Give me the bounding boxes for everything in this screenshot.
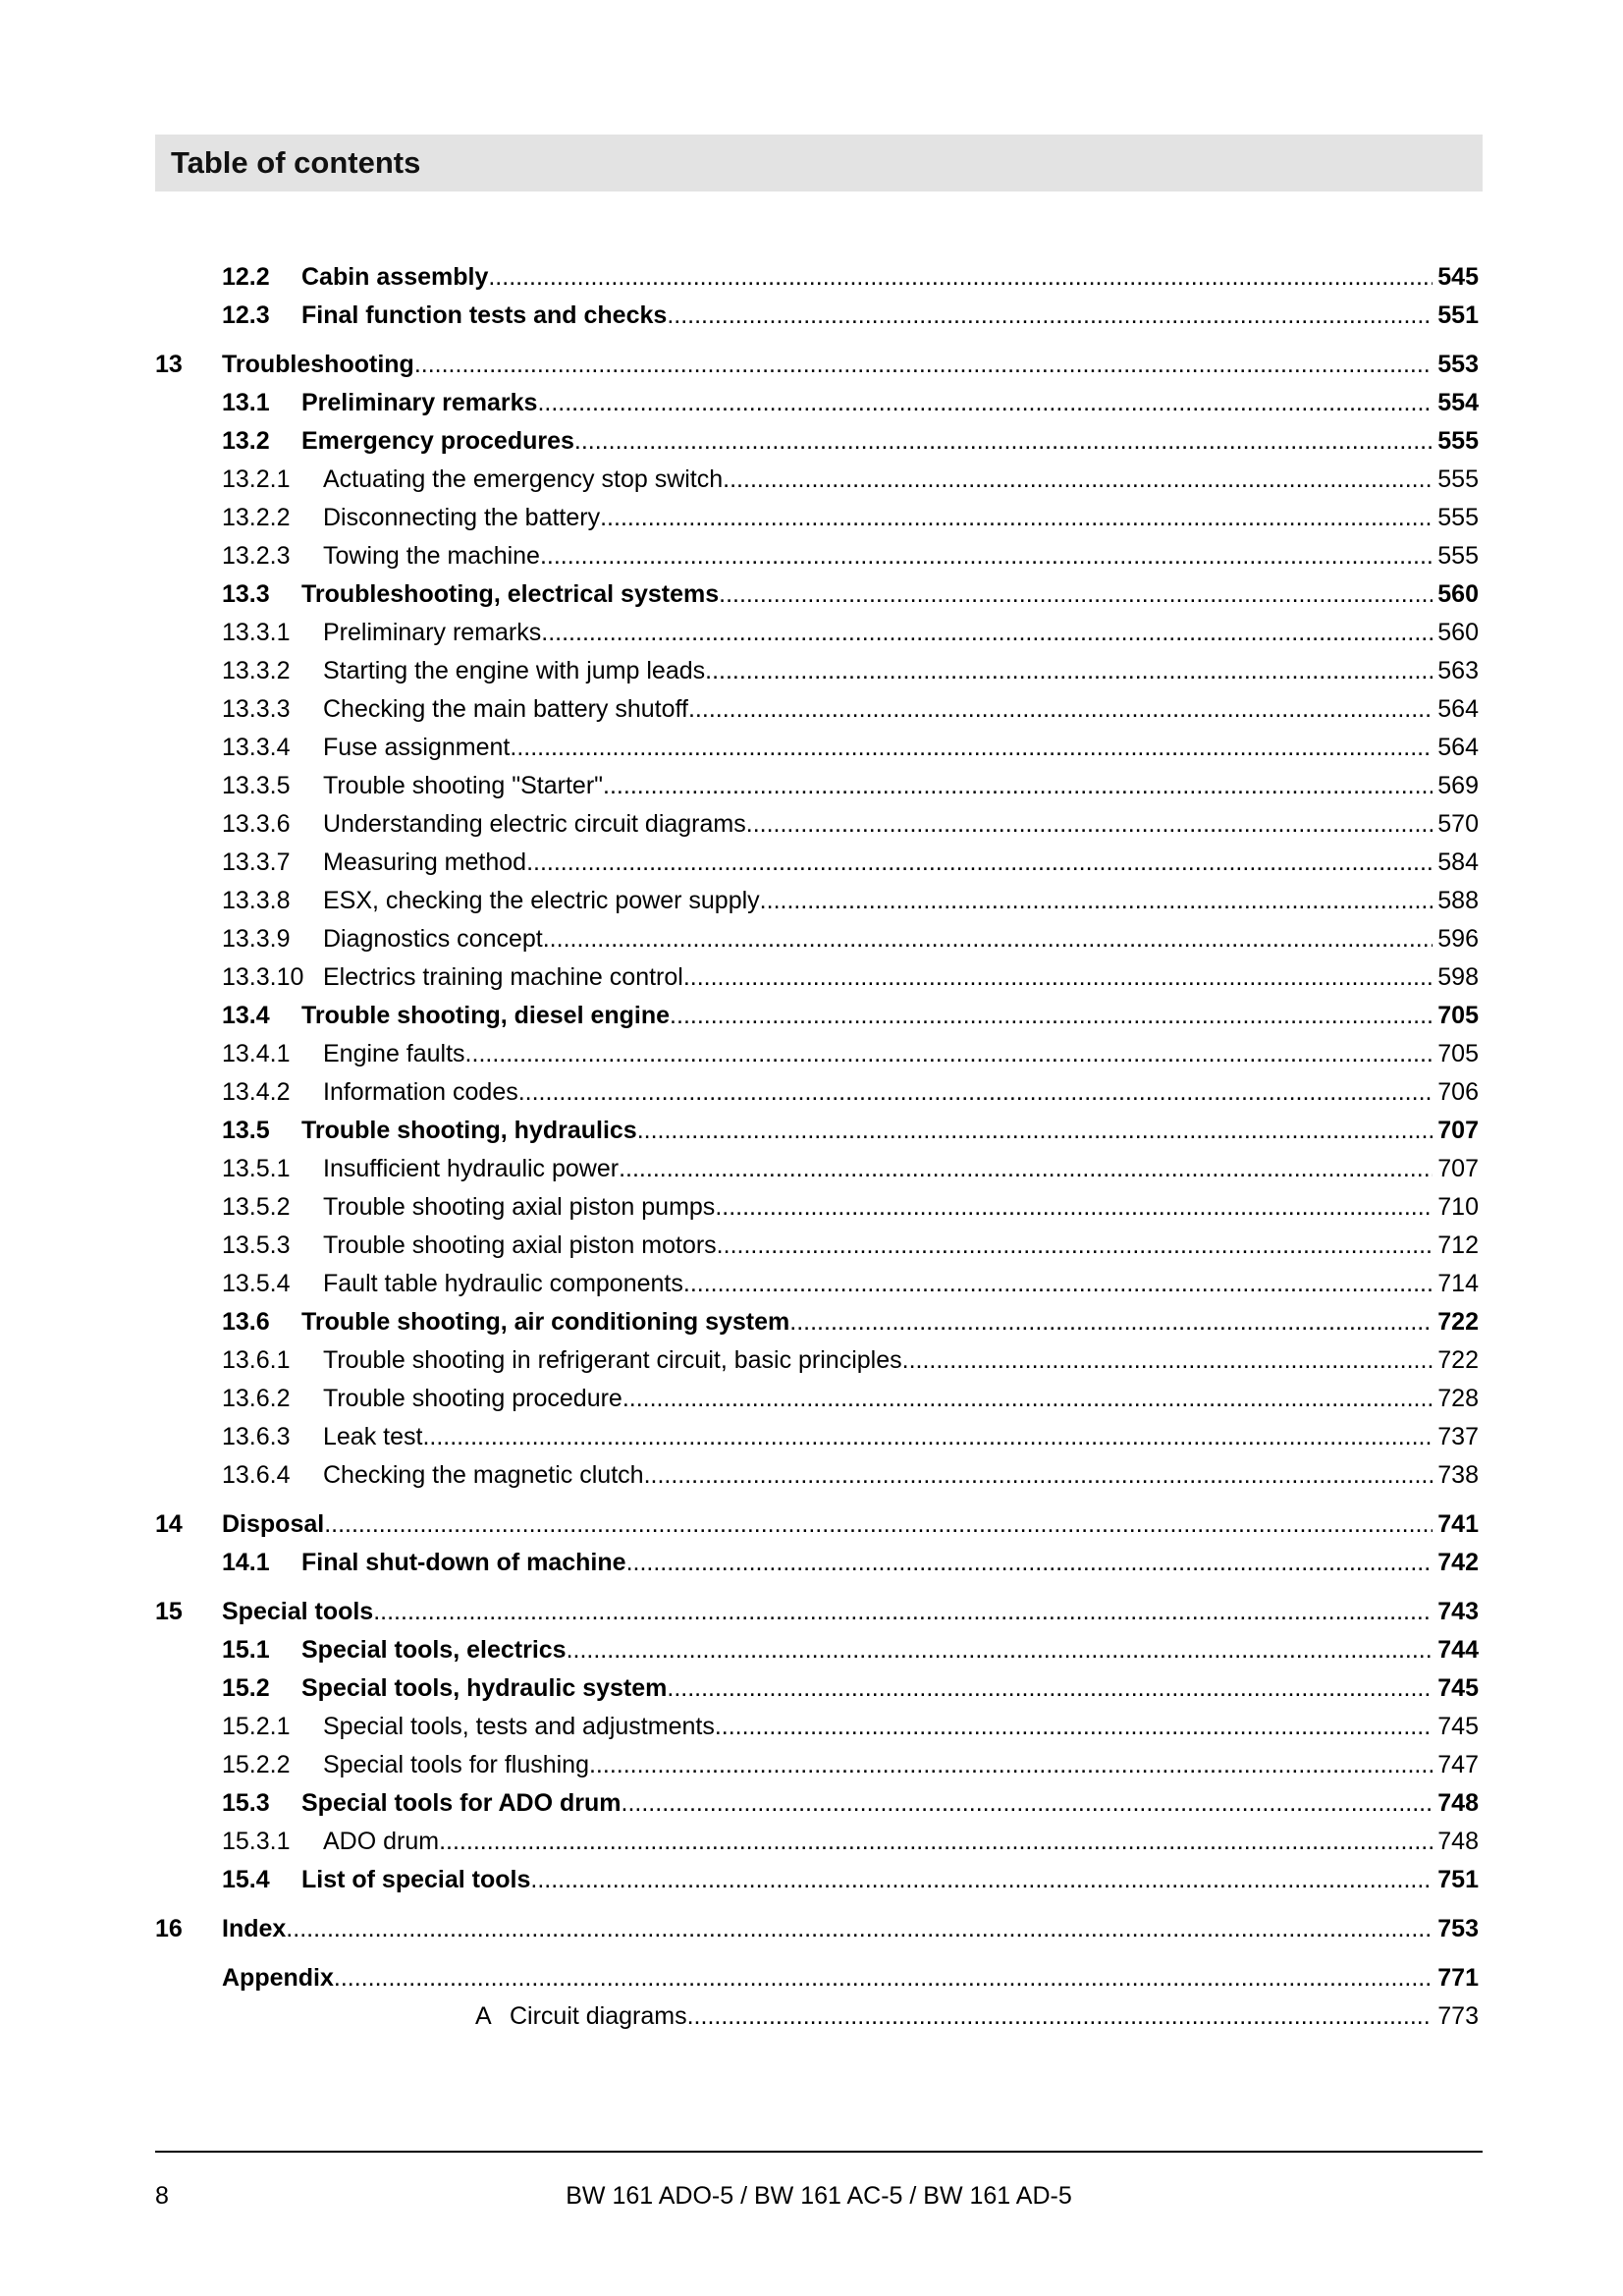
- toc-entry: [0, 1746, 1623, 1784]
- entry-page-number: 596: [1437, 925, 1479, 953]
- entry-page-number: 707: [1437, 1155, 1479, 1182]
- entry-page-number: 773: [1437, 2002, 1479, 2030]
- entry-dot-leader: [600, 499, 1433, 537]
- entry-page-number: 771: [1437, 1964, 1479, 1992]
- entry-number: 13.3.1: [222, 619, 291, 646]
- entry-dot-leader: [644, 1456, 1434, 1495]
- toc-entry: [0, 1265, 1623, 1303]
- toc-entry: [0, 614, 1623, 652]
- toc-entry: [0, 767, 1623, 805]
- entry-title: Cabin assembly: [301, 263, 489, 291]
- entry-title: Index: [222, 1915, 287, 1942]
- entry-page-number: 712: [1437, 1231, 1479, 1259]
- entry-number: 13.3.9: [222, 925, 291, 953]
- entry-title: Final shut-down of machine: [301, 1549, 626, 1576]
- entry-number: 15.2.1: [222, 1713, 291, 1740]
- entry-page-number: 737: [1437, 1423, 1479, 1450]
- entry-page-number: 705: [1437, 1002, 1479, 1029]
- entry-title: Information codes: [323, 1078, 518, 1106]
- entry-number: 15.4: [222, 1866, 270, 1893]
- entry-number: 13.4.2: [222, 1078, 291, 1106]
- entry-number: 13: [155, 351, 183, 378]
- entry-number: 13.3.6: [222, 810, 291, 838]
- entry-dot-leader: [719, 575, 1433, 614]
- entry-title: Trouble shooting axial piston pumps: [323, 1193, 716, 1221]
- entry-dot-leader: [373, 1593, 1433, 1631]
- entry-dot-leader: [688, 690, 1433, 729]
- entry-title: Engine faults: [323, 1040, 465, 1067]
- entry-dot-leader: [902, 1341, 1434, 1380]
- entry-dot-leader: [715, 1708, 1433, 1746]
- entry-title: Appendix: [222, 1964, 334, 1992]
- toc-entry: [0, 1303, 1623, 1341]
- entry-number: 13.4.1: [222, 1040, 291, 1067]
- entry-title: Special tools for ADO drum: [301, 1789, 622, 1817]
- toc-entry: [0, 1997, 1623, 2036]
- entry-title: Special tools, electrics: [301, 1636, 567, 1664]
- entry-title: Insufficient hydraulic power: [323, 1155, 620, 1182]
- entry-number: 13.5.4: [222, 1270, 291, 1297]
- entry-page-number: 728: [1437, 1385, 1479, 1412]
- entry-number: 13.2: [222, 427, 270, 455]
- entry-dot-leader: [637, 1112, 1434, 1150]
- entry-page-number: 545: [1437, 263, 1479, 291]
- entry-dot-leader: [537, 384, 1433, 422]
- footer-doc-title: BW 161 ADO-5 / BW 161 AC-5 / BW 161 AD-5: [566, 2182, 1072, 2210]
- entry-number: 14.1: [222, 1549, 270, 1576]
- entry-number: 12.2: [222, 263, 270, 291]
- entry-number: 13.3.10: [222, 963, 304, 991]
- entry-page-number: 569: [1437, 772, 1479, 799]
- toc-entry: [0, 690, 1623, 729]
- entry-title: Checking the main battery shutoff: [323, 695, 688, 723]
- entry-number: 13.5: [222, 1117, 270, 1144]
- entry-number: 15.3: [222, 1789, 270, 1817]
- toc-entry: [0, 729, 1623, 767]
- entry-number: 13.6: [222, 1308, 270, 1336]
- entry-number: 16: [155, 1915, 183, 1942]
- toc-list: [0, 258, 1623, 2036]
- entry-page-number: 555: [1437, 427, 1479, 455]
- entry-title: Preliminary remarks: [323, 619, 542, 646]
- entry-dot-leader: [541, 614, 1433, 652]
- entry-page-number: 560: [1437, 619, 1479, 646]
- entry-title: Measuring method: [323, 848, 527, 876]
- entry-page-number: 722: [1437, 1308, 1479, 1336]
- entry-title: Special tools, hydraulic system: [301, 1674, 668, 1702]
- entry-page-number: 744: [1437, 1636, 1479, 1664]
- entry-title: Circuit diagrams: [510, 2002, 687, 2030]
- page-title: Table of contents: [171, 145, 421, 180]
- entry-dot-leader: [626, 1544, 1434, 1582]
- entry-dot-leader: [603, 767, 1433, 805]
- entry-title: ADO drum: [323, 1828, 440, 1855]
- entry-title: Understanding electric circuit diagrams: [323, 810, 746, 838]
- entry-page-number: 560: [1437, 580, 1479, 608]
- toc-entry: [0, 1708, 1623, 1746]
- entry-title: Emergency procedures: [301, 427, 574, 455]
- entry-number: 13.3.4: [222, 734, 291, 761]
- entry-number: 15.2: [222, 1674, 270, 1702]
- entry-dot-leader: [465, 1035, 1434, 1073]
- entry-dot-leader: [622, 1380, 1433, 1418]
- entry-title: Trouble shooting "Starter": [323, 772, 604, 799]
- entry-number: 12.3: [222, 301, 270, 329]
- entry-page-number: 705: [1437, 1040, 1479, 1067]
- entry-page-number: 551: [1437, 301, 1479, 329]
- toc-entry: [0, 537, 1623, 575]
- entry-page-number: 745: [1437, 1674, 1479, 1702]
- entry-title: Trouble shooting, air conditioning system: [301, 1308, 790, 1336]
- entry-dot-leader: [567, 1631, 1434, 1669]
- toc-entry: [0, 1505, 1623, 1544]
- entry-page-number: 564: [1437, 734, 1479, 761]
- entry-number: 13.1: [222, 389, 270, 416]
- footer-page-number: 8: [155, 2182, 169, 2210]
- entry-number: 13.3: [222, 580, 270, 608]
- entry-page-number: 588: [1437, 887, 1479, 914]
- toc-entry: [0, 1418, 1623, 1456]
- entry-title: Leak test: [323, 1423, 423, 1450]
- entry-number: 15: [155, 1598, 183, 1625]
- entry-dot-leader: [526, 844, 1433, 882]
- entry-dot-leader: [518, 1073, 1434, 1112]
- entry-title: Disposal: [222, 1510, 325, 1538]
- entry-dot-leader: [619, 1150, 1433, 1188]
- entry-title: Trouble shooting axial piston motors: [323, 1231, 717, 1259]
- entry-title: Troubleshooting: [222, 351, 414, 378]
- entry-dot-leader: [488, 258, 1433, 297]
- entry-number: A: [475, 2002, 492, 2030]
- entry-number: 13.6.2: [222, 1385, 291, 1412]
- entry-dot-leader: [683, 1265, 1433, 1303]
- toc-entry: [0, 805, 1623, 844]
- toc-entry: [0, 1861, 1623, 1899]
- toc-entry: [0, 499, 1623, 537]
- entry-number: 13.5.2: [222, 1193, 291, 1221]
- entry-number: 13.3.2: [222, 657, 291, 684]
- toc-entry: [0, 652, 1623, 690]
- toc-entry: [0, 1669, 1623, 1708]
- entry-number: 13.6.3: [222, 1423, 291, 1450]
- entry-page-number: 584: [1437, 848, 1479, 876]
- toc-header-bar: [155, 135, 1483, 191]
- entry-dot-leader: [723, 461, 1433, 499]
- entry-dot-leader: [439, 1823, 1433, 1861]
- entry-number: 13.2.1: [222, 465, 291, 493]
- entry-page-number: 555: [1437, 542, 1479, 570]
- toc-entry: [0, 1910, 1623, 1948]
- toc-entry: [0, 1035, 1623, 1073]
- entry-number: 13.3.7: [222, 848, 291, 876]
- entry-title: Troubleshooting, electrical systems: [301, 580, 720, 608]
- entry-page-number: 564: [1437, 695, 1479, 723]
- toc-entry: [0, 575, 1623, 614]
- entry-dot-leader: [334, 1959, 1433, 1997]
- entry-page-number: 743: [1437, 1598, 1479, 1625]
- toc-entry: [0, 1150, 1623, 1188]
- entry-title: Checking the magnetic clutch: [323, 1461, 644, 1489]
- entry-title: List of special tools: [301, 1866, 531, 1893]
- entry-number: 13.3.5: [222, 772, 291, 799]
- entry-dot-leader: [589, 1746, 1433, 1784]
- entry-page-number: 753: [1437, 1915, 1479, 1942]
- toc-entry: [0, 920, 1623, 958]
- entry-page-number: 710: [1437, 1193, 1479, 1221]
- entry-title: Trouble shooting procedure: [323, 1385, 622, 1412]
- entry-page-number: 707: [1437, 1117, 1479, 1144]
- entry-dot-leader: [667, 297, 1433, 335]
- toc-entry: [0, 461, 1623, 499]
- entry-page-number: 751: [1437, 1866, 1479, 1893]
- toc-entry: [0, 1227, 1623, 1265]
- entry-number: 15.2.2: [222, 1751, 291, 1778]
- entry-number: 14: [155, 1510, 183, 1538]
- entry-title: Trouble shooting, diesel engine: [301, 1002, 671, 1029]
- entry-title: Fault table hydraulic components: [323, 1270, 683, 1297]
- entry-title: Special tools: [222, 1598, 374, 1625]
- entry-number: 13.6.1: [222, 1346, 291, 1374]
- toc-entry: [0, 1073, 1623, 1112]
- entry-page-number: 745: [1437, 1713, 1479, 1740]
- entry-page-number: 738: [1437, 1461, 1479, 1489]
- entry-dot-leader: [717, 1227, 1434, 1265]
- entry-dot-leader: [622, 1784, 1434, 1823]
- entry-dot-leader: [683, 958, 1433, 997]
- entry-page-number: 748: [1437, 1789, 1479, 1817]
- toc-entry: [0, 297, 1623, 335]
- entry-page-number: 570: [1437, 810, 1479, 838]
- entry-title: Final function tests and checks: [301, 301, 668, 329]
- entry-page-number: 722: [1437, 1346, 1479, 1374]
- entry-page-number: 741: [1437, 1510, 1479, 1538]
- entry-title: Disconnecting the battery: [323, 504, 601, 531]
- entry-title: Fuse assignment: [323, 734, 511, 761]
- entry-title: Towing the machine: [323, 542, 540, 570]
- entry-dot-leader: [746, 805, 1434, 844]
- entry-title: Electrics training machine control: [323, 963, 683, 991]
- toc-entry: [0, 1823, 1623, 1861]
- toc-entry: [0, 1341, 1623, 1380]
- entry-page-number: 706: [1437, 1078, 1479, 1106]
- entry-number: 13.3.3: [222, 695, 291, 723]
- toc-entry: [0, 346, 1623, 384]
- entry-title: Diagnostics concept: [323, 925, 543, 953]
- toc-entry: [0, 882, 1623, 920]
- entry-dot-leader: [543, 920, 1434, 958]
- footer: [155, 2176, 1483, 2215]
- entry-number: 15.1: [222, 1636, 270, 1664]
- entry-dot-leader: [414, 346, 1433, 384]
- toc-entry: [0, 997, 1623, 1035]
- entry-page-number: 555: [1437, 465, 1479, 493]
- toc-entry: [0, 1784, 1623, 1823]
- entry-page-number: 555: [1437, 504, 1479, 531]
- entry-dot-leader: [687, 1997, 1434, 2036]
- entry-page-number: 714: [1437, 1270, 1479, 1297]
- toc-entry: [0, 422, 1623, 461]
- entry-page-number: 747: [1437, 1751, 1479, 1778]
- entry-title: Actuating the emergency stop switch: [323, 465, 724, 493]
- toc-entry: [0, 958, 1623, 997]
- entry-dot-leader: [667, 1669, 1433, 1708]
- entry-dot-leader: [422, 1418, 1433, 1456]
- entry-number: 15.3.1: [222, 1828, 291, 1855]
- entry-dot-leader: [286, 1910, 1433, 1948]
- entry-number: 13.5.3: [222, 1231, 291, 1259]
- entry-page-number: 598: [1437, 963, 1479, 991]
- toc-entry: [0, 1544, 1623, 1582]
- entry-page-number: 742: [1437, 1549, 1479, 1576]
- entry-number: 13.5.1: [222, 1155, 291, 1182]
- toc-entry: [0, 1959, 1623, 1997]
- toc-entry: [0, 1631, 1623, 1669]
- entry-dot-leader: [574, 422, 1433, 461]
- entry-page-number: 563: [1437, 657, 1479, 684]
- entry-page-number: 554: [1437, 389, 1479, 416]
- entry-title: Trouble shooting in refrigerant circuit, basic principles: [323, 1346, 902, 1374]
- toc-entry: [0, 258, 1623, 297]
- footer-divider: [155, 2151, 1483, 2153]
- entry-dot-leader: [670, 997, 1433, 1035]
- entry-number: 13.3.8: [222, 887, 291, 914]
- toc-entry: [0, 1456, 1623, 1495]
- entry-number: 13.6.4: [222, 1461, 291, 1489]
- toc-entry: [0, 1593, 1623, 1631]
- entry-number: 13.2.2: [222, 504, 291, 531]
- entry-dot-leader: [540, 537, 1433, 575]
- entry-dot-leader: [510, 729, 1433, 767]
- toc-entry: [0, 1188, 1623, 1227]
- entry-number: 13.4: [222, 1002, 270, 1029]
- entry-dot-leader: [715, 1188, 1433, 1227]
- toc-entry: [0, 1380, 1623, 1418]
- entry-number: 13.2.3: [222, 542, 291, 570]
- toc-entry: [0, 1112, 1623, 1150]
- entry-title: Special tools for flushing: [323, 1751, 589, 1778]
- entry-title: ESX, checking the electric power supply: [323, 887, 760, 914]
- entry-page-number: 553: [1437, 351, 1479, 378]
- entry-title: Starting the engine with jump leads: [323, 657, 706, 684]
- entry-title: Special tools, tests and adjustments: [323, 1713, 715, 1740]
- toc-entry: [0, 384, 1623, 422]
- entry-dot-leader: [789, 1303, 1433, 1341]
- entry-dot-leader: [760, 882, 1434, 920]
- entry-title: Preliminary remarks: [301, 389, 538, 416]
- entry-dot-leader: [705, 652, 1433, 690]
- entry-title: Trouble shooting, hydraulics: [301, 1117, 637, 1144]
- entry-dot-leader: [324, 1505, 1433, 1544]
- toc-entry: [0, 844, 1623, 882]
- entry-dot-leader: [530, 1861, 1433, 1899]
- entry-page-number: 748: [1437, 1828, 1479, 1855]
